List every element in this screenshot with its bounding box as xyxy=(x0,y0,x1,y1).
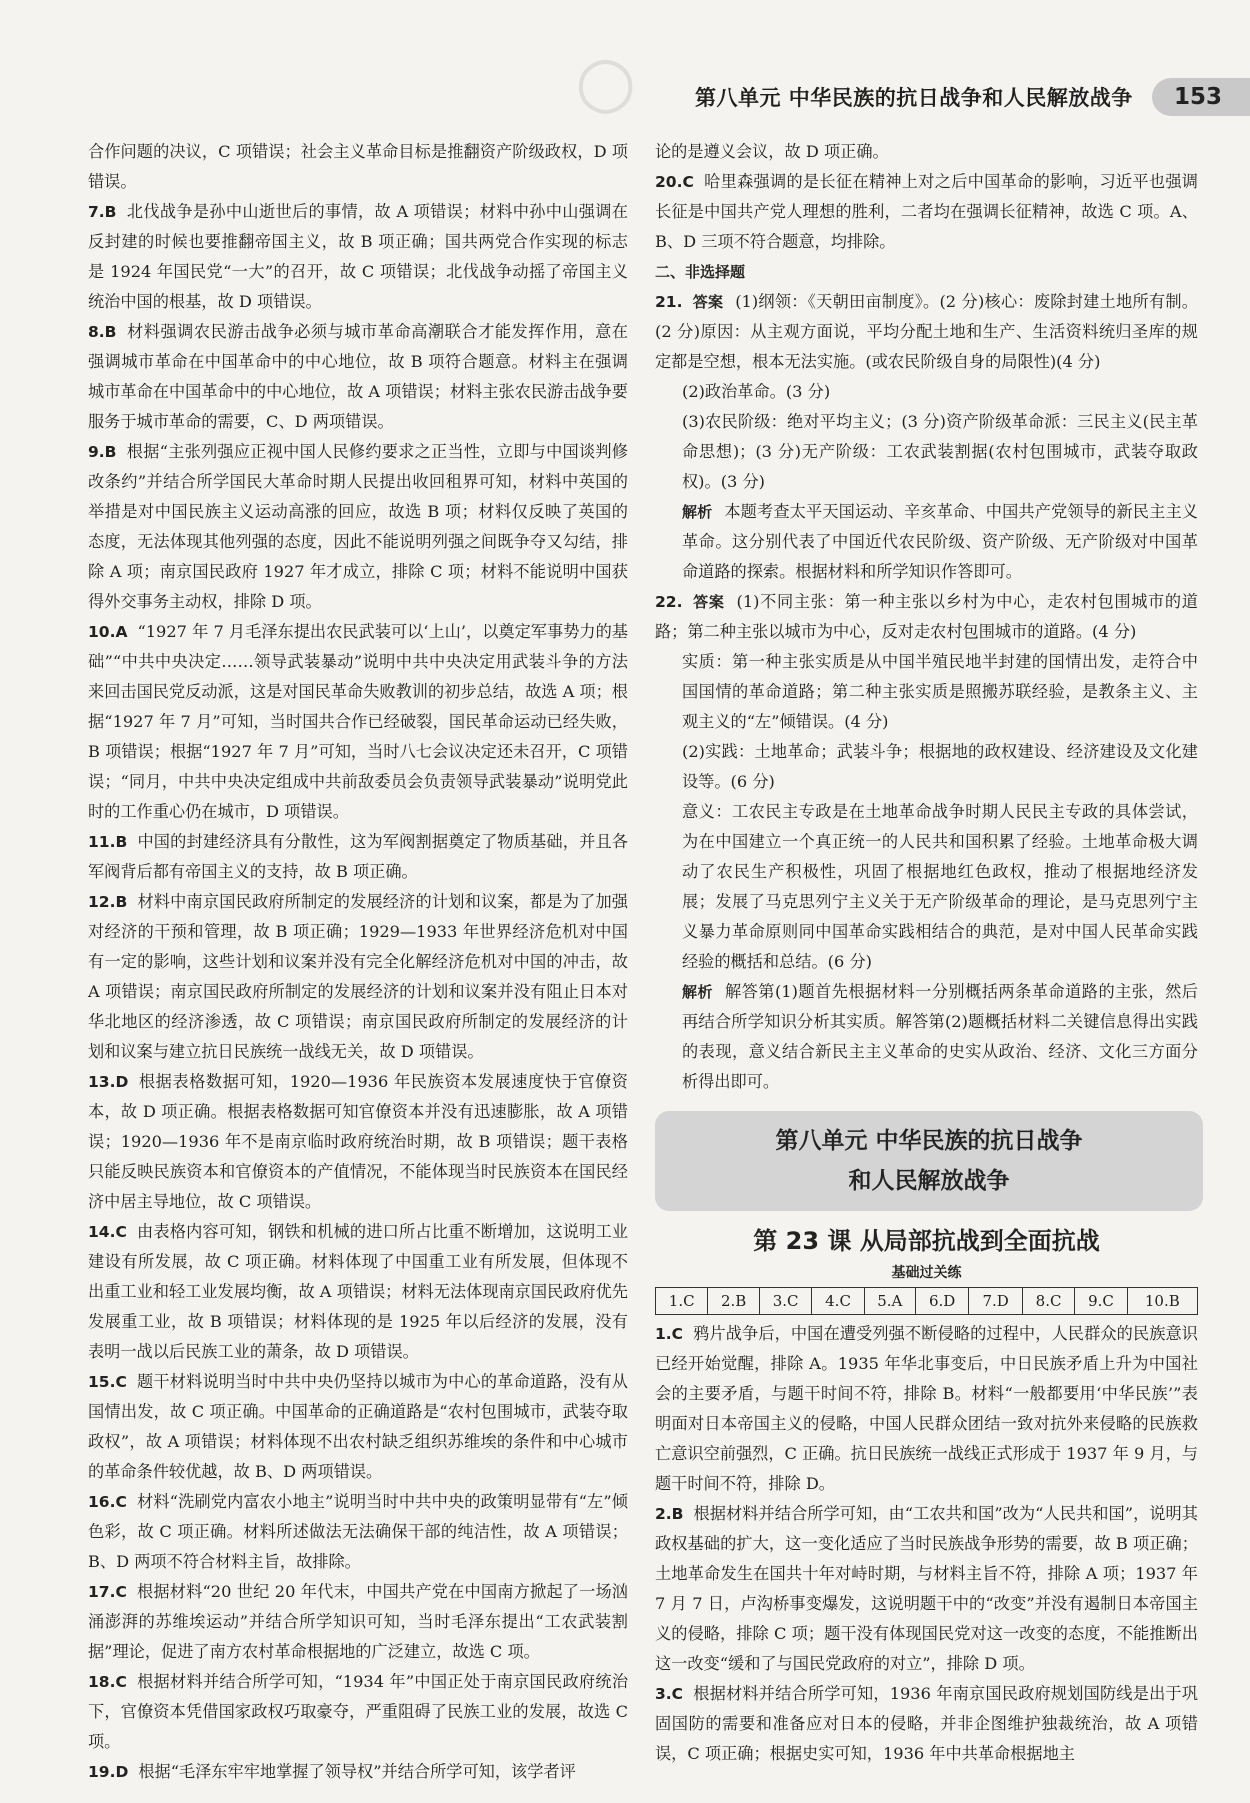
answer-item xyxy=(655,137,1198,167)
item-text: 哈里森强调的是长征在精神上对之后中国革命的影响，习近平也强调长征是中国共产党人理想的胜利，二者均在强调长征精神，故选 C 项。A、B、D 三项不符合题意，均排除。 xyxy=(655,172,1198,251)
section-heading: 二、非选择题 xyxy=(655,263,746,281)
item-number: 11.B xyxy=(88,833,128,851)
answer-item xyxy=(655,167,1198,257)
item-number: 2.B xyxy=(655,1505,684,1523)
header-title: 第八单元 中华民族的抗日战争和人民解放战争 xyxy=(695,86,1133,110)
answer-item xyxy=(88,1367,628,1487)
item-text: 鸦片战争后，中国在遭受列强不断侵略的过程中，人民群众的民族意识已经开始觉醒，排除 A。1935 年华北事变后，中日民族矛盾上升为中国社会的主要矛盾，与题干时间不符，排除 B。材料“一般都要用‘中华民族’”表明面对日本帝国主义的侵略，中国人民群众团结一致对抗外来侵略的民族救亡意识空前强烈，C 正确。抗日民族统一战线正式形成于 1937 年 9 月，与题干时间不符，排除 D。 xyxy=(655,1324,1198,1493)
item-number: 17.C xyxy=(88,1583,127,1601)
answer-tag: 答案 xyxy=(692,293,724,311)
unit-banner xyxy=(655,1111,1203,1211)
answer-item xyxy=(88,617,628,827)
item-number: 1.C xyxy=(655,1325,684,1343)
question-21: 21. 答案 (1)纲领：《天朝田亩制度》。(2 分)核心：废除封建土地所有制。(2 分)原因：从主观方面说，平均分配土地和生产、生活资料统归圣库的规定都是空想，根本无法实施。(或农民阶级自身的局限性)(4 分) (2)政治革命。(3 分) (3)农民阶级：绝对平均主义；(3 分)资产阶级革命派：三民主义(民主革命思想)；(3 分)无产阶级：工农武装割据(农村包围城市，武装夺取政权)。(3 分) 解析 本题考查太平天国运动、辛亥革命、中国共产党领导的新民主主义革命。这分别代表了中国近代农民阶级、资产阶级、无产阶级对中国革命道路的探索。根据材料和所学知识作答即可。 xyxy=(655,287,1198,587)
left-column xyxy=(88,137,628,1787)
q21-analysis: 解析 本题考查太平天国运动、辛亥革命、中国共产党领导的新民主主义革命。这分别代表了中国近代农民阶级、资产阶级、无产阶级对中国革命道路的探索。根据材料和所学知识作答即可。 xyxy=(682,502,1198,581)
answer-item xyxy=(88,197,628,317)
item-text: 合作问题的决议，C 项错误；社会主义革命目标是推翻资产阶级政权，D 项错误。 xyxy=(88,142,628,191)
answer-tag: 答案 xyxy=(692,593,725,611)
item-number: 13.D xyxy=(88,1073,129,1091)
answer-item xyxy=(88,1487,628,1577)
answer-item xyxy=(88,1667,628,1757)
right-column xyxy=(655,137,1198,1769)
question-22: 22. 答案 (1)不同主张：第一种主张以乡村为中心，走农村包围城市的道路；第二种主张以城市为中心，反对走农村包围城市的道路。(4 分) 实质：第一种主张实质是从中国半殖民地半封建的国情出发，走符合中国国情的革命道路；第二种主张实质是照搬苏联经验，是教条主义、主观主义的“左”倾错误。(4 分) (2)实践：土地革命；武装斗争；根据地的政权建设、经济建设及文化建设等。(6 分) 意义：工农民主专政是在土地革命战争时期人民民主专政的具体尝试，为在中国建立一个真正统一的人民共和国积累了经验。土地革命极大调动了农民生产积极性，巩固了根据地红色政权，推动了根据地经济发展；发展了马克思列宁主义关于无产阶级革命的理论，是马克思列宁主义暴力革命原则同中国革命实践相结合的典范，是对中国人民革命实践经验的概括和总结。(6 分) 解析 解答第(1)题首先根据材料一分别概括两条革命道路的主张，然后再结合所学知识分析其实质。解答第(2)题概括材料二关键信息得出实践的表现，意义结合新民主主义革命的史实从政治、经济、文化三方面分析得出即可。 xyxy=(655,587,1198,1097)
item-text: “1927 年 7 月毛泽东提出农民武装可以‘上山’，以奠定军事势力的基础”“中共中央决定……领导武装暴动”说明中共中央决定用武装斗争的方法来回击国民党反动派，这是对国民革命失败教训的初步总结，故选 A 项；根据“1927 年 7 月”可知，当时国共合作已经破裂，国民革命运动已经失败，B 项错误；根据“1927 年 7 月”可知，当时八七会议决定还未召开，C 项错误；“同月，中共中央决定组成中共前敌委员会负责领导武装暴动”说明党此时的工作重心仍在城市，D 项错误。 xyxy=(88,622,628,821)
item-number: 18.C xyxy=(88,1673,127,1691)
item-text: 根据“毛泽东牢牢地掌握了领导权”并结合所学可知，该学者评 xyxy=(138,1762,576,1781)
answer-item xyxy=(88,317,628,437)
answer-item xyxy=(88,1217,628,1367)
answer-item xyxy=(88,1757,628,1787)
item-text: 根据“主张列强应正视中国人民修约要求之正当性，立即与中国谈判修改条约”并结合所学国民大革命时期人民提出收回租界可知，材料中英国的举措是对中国民族主义运动高涨的回应，故选 B 项；材料仅反映了英国的态度，无法体现其他列强的态度，因此不能说明列强之间既争夺又勾结，排除 A 项；南京国民政府 1927 年才成立，排除 C 项；材料不能说明中国获得外交事务主动权，排除 D 项。 xyxy=(88,442,628,611)
item-text: 材料“洗刷党内富农小地主”说明当时中共中央的政策明显带有“左”倾色彩，故 C 项正确。材料所述做法无法确保干部的纯洁性，故 A 项错误；B、D 两项不符合材料主旨，故排除。 xyxy=(88,1492,628,1571)
answer-cell: 7.D xyxy=(969,1288,1022,1315)
answer-cell: 2.B xyxy=(708,1288,760,1315)
answer-cell: 1.C xyxy=(656,1288,708,1315)
item-number: 20.C xyxy=(655,173,694,191)
item-text: 题干材料说明当时中共中央仍坚持以城市为中心的革命道路，没有从国情出发，故 C 项正确。中国革命的正确道路是“农村包围城市，武装夺取政权”，故 A 项错误；材料体现不出农村缺乏组织苏维埃的条件和中心城市的革命条件较优越，故 B、D 两项错误。 xyxy=(88,1372,628,1481)
lesson-title: 第 23 课 从局部抗战到全面抗战 xyxy=(753,1227,1100,1255)
page-header xyxy=(695,78,1250,116)
item-text: 论的是遵义会议，故 D 项正确。 xyxy=(655,142,889,161)
watermark-top: ○ xyxy=(575,40,637,122)
answer-item xyxy=(88,887,628,1067)
answer-item xyxy=(655,1679,1198,1769)
page-number: 153 xyxy=(1152,78,1250,116)
answer-cell: 8.C xyxy=(1022,1288,1074,1315)
q22-significance: 意义：工农民主专政是在土地革命战争时期人民民主专政的具体尝试，为在中国建立一个真正统一的人民共和国积累了经验。土地革命极大调动了农民生产积极性，巩固了根据地红色政权，推动了根据地经济发展；发展了马克思列宁主义关于无产阶级革命的理论，是马克思列宁主义暴力革命原则同中国革命实践相结合的典范，是对中国人民革命实践经验的概括和总结。(6 分) xyxy=(682,802,1198,971)
item-text: 根据材料并结合所学可知，由“工农共和国”改为“人民共和国”，说明其政权基础的扩大，这一变化适应了当时民族战争形势的需要，故 B 项正确；土地革命发生在国共十年对峙时期，与材料主旨不符，排除 A 项；1937 年 7 月 7 日，卢沟桥事变爆发，这说明题干中的“改变”并没有遏制日本帝国主义的侵略，排除 C 项；题干没有体现国民党对这一改变的态度，不能推断出这一改变“缓和了与国民党政府的对立”，排除 D 项。 xyxy=(655,1504,1198,1673)
right-top-answers xyxy=(655,137,1198,257)
answer-item xyxy=(88,137,628,197)
answer-item xyxy=(655,1499,1198,1679)
item-number: 9.B xyxy=(88,443,117,461)
q21-part3: (3)农民阶级：绝对平均主义；(3 分)资产阶级革命派：三民主义(民主革命思想)；(3 分)无产阶级：工农武装割据(农村包围城市，武装夺取政权)。(3 分) xyxy=(682,412,1198,491)
q22-analysis: 解析 解答第(1)题首先根据材料一分别概括两条革命道路的主张，然后再结合所学知识分析其实质。解答第(2)题概括材料二关键信息得出实践的表现，意义结合新民主主义革命的史实从政治、经济、文化三方面分析得出即可。 xyxy=(682,982,1198,1091)
answer-cell: 10.B xyxy=(1127,1288,1197,1315)
answer-item xyxy=(88,827,628,887)
item-number: 14.C xyxy=(88,1223,127,1241)
item-number: 8.B xyxy=(88,323,117,341)
answer-cell: 5.A xyxy=(864,1288,915,1315)
item-text: 根据材料并结合所学可知，“1934 年”中国正处于南京国民政府统治下，官僚资本凭借国家政权巧取豪夺，严重阻碍了民族工业的发展，故选 C 项。 xyxy=(88,1672,628,1751)
item-text: 根据表格数据可知，1920—1936 年民族资本发展速度快于官僚资本，故 D 项正确。根据表格数据可知官僚资本并没有迅速膨胀，故 A 项错误；1920—1936 年不是南京临时政府统治时期，故 B 项错误；题干表格只能反映民族资本和官僚资本的产值情况，不能体现当时民族资本在国民经济中居主导地位，故 C 项错误。 xyxy=(88,1072,628,1211)
lesson-subtitle: 基础过关练 xyxy=(891,1265,962,1281)
answer-item xyxy=(88,437,628,617)
unit-banner-line1: 第八单元 中华民族的抗日战争 xyxy=(775,1128,1083,1154)
item-number: 7.B xyxy=(88,203,117,221)
item-number: 16.C xyxy=(88,1493,127,1511)
item-text: 由表格内容可知，钢铁和机械的进口所占比重不断增加，这说明工业建设有所发展，故 C 项正确。材料体现了中国重工业有所发展，但体现不出重工业和轻工业发展均衡，故 A 项错误；材料无法体现南京国民政府优先发展重工业，故 B 项错误；材料体现的是 1925 年以后经济的发展，没有表明一战以后民族工业的萧条，故 D 项错误。 xyxy=(88,1222,628,1361)
answer-cell: 6.D xyxy=(915,1288,968,1315)
item-text: 材料中南京国民政府所制定的发展经济的计划和议案，都是为了加强对经济的干预和管理，故 B 项正确；1929—1933 年世界经济危机对中国有一定的影响，这些计划和议案并没有完全化解经济危机对中国的冲击，故 A 项错误；南京国民政府所制定的发展经济的计划和议案并没有阻止日本对华北地区的经济渗透，故 C 项错误；南京国民政府所制定的发展经济的计划和议案与建立抗日民族统一战线无关，故 D 项错误。 xyxy=(88,892,628,1061)
item-text: 北伐战争是孙中山逝世后的事情，故 A 项错误；材料中孙中山强调在反封建的时候也要推翻帝国主义，故 B 项正确；国共两党合作实现的标志是 1924 年国民党“一大”的召开，故 C 项错误；北伐战争动摇了帝国主义统治中国的根基，故 D 项错误。 xyxy=(88,202,628,311)
answer-cell: 4.C xyxy=(812,1288,864,1315)
item-number: 3.C xyxy=(655,1685,684,1703)
item-number: 19.D xyxy=(88,1763,129,1781)
item-text: 材料强调农民游击战争必须与城市革命高潮联合才能发挥作用，意在强调城市革命在中国革命中的中心地位，故 B 项符合题意。材料主在强调城市革命在中国革命中的中心地位，故 A 项错误；材料主张农民游击战争要服务于城市革命的需要，C、D 两项错误。 xyxy=(88,322,628,431)
item-number: 10.A xyxy=(88,623,128,641)
item-number: 15.C xyxy=(88,1373,127,1391)
answer-item xyxy=(88,1577,628,1667)
unit-banner-line2: 和人民解放战争 xyxy=(848,1168,1010,1194)
item-text: 根据材料并结合所学可知，1936 年南京国民政府规划国防线是出于巩固国防的需要和准备应对日本的侵略，并非企图维护独裁统治，故 A 项错误，C 项正确；根据史实可知，1936 年中共革命根据地主 xyxy=(655,1684,1198,1763)
answer-cell: 3.C xyxy=(759,1288,811,1315)
q22-essence: 实质：第一种主张实质是从中国半殖民地半封建的国情出发，走符合中国国情的革命道路；第二种主张实质是照搬苏联经验，是教条主义、主观主义的“左”倾错误。(4 分) xyxy=(682,652,1198,731)
right-bottom-answers xyxy=(655,1319,1198,1769)
answer-cell: 9.C xyxy=(1075,1288,1127,1315)
item-number: 12.B xyxy=(88,893,128,911)
answer-item xyxy=(655,1319,1198,1499)
q22-practice: (2)实践：土地革命；武装斗争；根据地的政权建设、经济建设及文化建设等。(6 分) xyxy=(682,742,1198,791)
answer-table xyxy=(655,1287,1198,1315)
item-text: 根据材料“20 世纪 20 年代末，中国共产党在中国南方掀起了一场汹涌澎湃的苏维埃运动”并结合所学知识可知，当时毛泽东提出“工农武装割据”理论，促进了南方农村革命根据地的广泛建立，故选 C 项。 xyxy=(88,1582,628,1661)
item-text: 中国的封建经济具有分散性，这为军阀割据奠定了物质基础，并且各军阀背后都有帝国主义的支持，故 B 项正确。 xyxy=(88,832,628,881)
answer-item xyxy=(88,1067,628,1217)
q21-part2: (2)政治革命。(3 分) xyxy=(682,382,831,401)
